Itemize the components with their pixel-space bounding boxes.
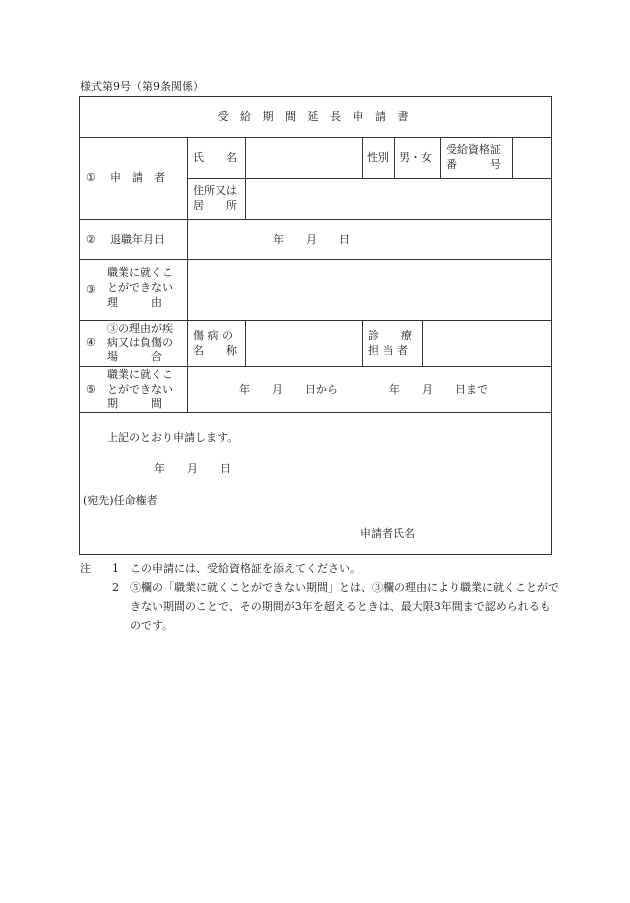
application-date-field[interactable]: 年 月 日 (154, 462, 231, 475)
gender-label: 性別 (367, 151, 389, 164)
disease-name-label-line2: 名 称 (193, 344, 237, 357)
statement-text: 上記のとおり申請します。 (107, 431, 239, 444)
reason-field[interactable] (188, 262, 551, 318)
row5-divider (79, 412, 552, 413)
cert-number-label-line1: 受給資格証 (446, 143, 501, 156)
note-text: この申請には、受給資格証を添えてください。 (130, 562, 361, 575)
doctor-label-divider-left (362, 320, 363, 366)
period-label-line2: とができない (107, 383, 173, 396)
note-number: 2 (112, 581, 119, 594)
period-from-field[interactable]: 年 月 日から (239, 383, 338, 396)
period-to-field[interactable]: 年 月 日まで (389, 383, 488, 396)
row2-divider (79, 259, 552, 260)
address-label-line2: 居 所 (193, 199, 237, 212)
illness-label-line1: ③の理由が疾 (107, 322, 173, 335)
row3-number: ③ (86, 283, 96, 296)
doctor-field[interactable] (423, 323, 551, 364)
period-label-line1: 職業に就くこ (107, 368, 173, 381)
reason-label-line3: 理 由 (107, 296, 162, 309)
note-number: 1 (112, 562, 119, 575)
disease-name-field[interactable] (246, 323, 361, 364)
row3-divider (79, 320, 552, 321)
row4-divider (79, 366, 552, 367)
row1-divider (79, 219, 552, 220)
doctor-label-line2: 担 当 者 (368, 344, 408, 357)
cert-label-divider-left (440, 137, 441, 178)
cert-number-label-line2: 番 号 (446, 158, 501, 171)
notes-section (80, 559, 560, 635)
period-label-line3: 期 間 (107, 397, 162, 410)
form-number-label: 様式第9号（第9条関係） (80, 80, 204, 93)
row4-number: ④ (86, 336, 96, 349)
row2-number: ② (86, 233, 96, 246)
title-divider (79, 137, 552, 138)
note-item-1 (80, 559, 560, 578)
address-field[interactable] (246, 182, 551, 217)
gender-options[interactable]: 男・女 (399, 151, 432, 164)
applicant-signature-label: 申請者氏名 (360, 527, 415, 540)
disease-name-label-line1: 傷 病 の (193, 329, 233, 342)
gender-label-divider (362, 137, 363, 178)
reason-label-line2: とができない (107, 281, 173, 294)
address-label-line1: 住所又は (193, 184, 237, 197)
form-title: 受 給 期 間 延 長 申 請 書 (217, 110, 413, 123)
illness-label-line3: 場 合 (107, 350, 162, 363)
doctor-label-line1: 診 療 (368, 329, 412, 342)
note-text: ⑤欄の「職業に就くことができない期間」とは、③欄の理由により職業に就くことができない期間のことで、その期間が3年を超えるときは、最大限3年間まで認められるものです。 (130, 581, 559, 632)
retirement-date-label: 退職年月日 (110, 233, 165, 246)
applicant-label: 申 請 者 (110, 171, 165, 184)
applicant-signature-field[interactable] (420, 522, 545, 544)
addressee-label: (宛先)任命権者 (83, 494, 158, 507)
reason-label-line1: 職業に就くこ (107, 266, 173, 279)
row1-inner-divider (187, 178, 552, 179)
name-field[interactable] (246, 142, 361, 176)
row5-number: ⑤ (86, 383, 96, 396)
gender-options-divider (394, 137, 395, 178)
cert-number-field[interactable] (513, 142, 551, 176)
notes-heading: 注 (80, 562, 91, 575)
row1-number: ① (86, 171, 96, 184)
note-item-2 (80, 578, 560, 635)
name-label: 氏 名 (193, 151, 237, 164)
retirement-date-field[interactable]: 年 月 日 (273, 233, 350, 246)
illness-label-line2: 病又は負傷の (107, 336, 173, 349)
